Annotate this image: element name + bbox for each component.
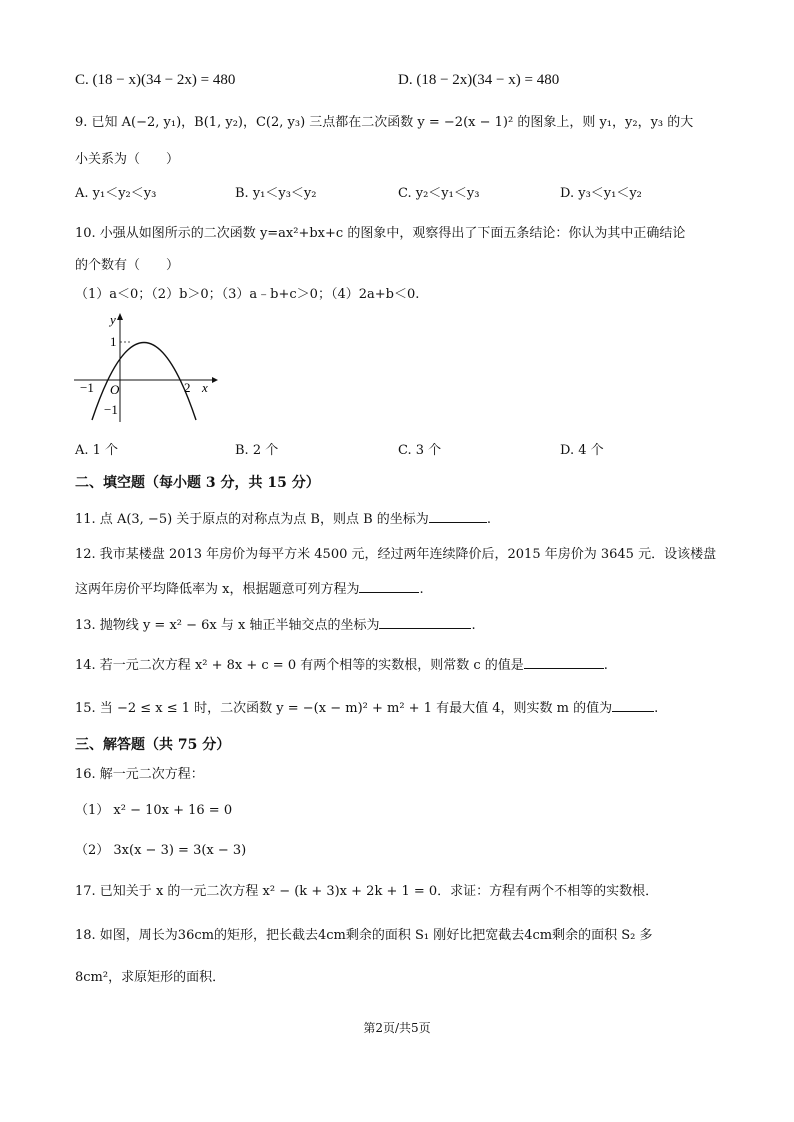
q9-stem-line1: 9. 已知 A(−2, y₁)，B(1, y₂)，C(2, y₃) 三点都在二次函数 y = −2(x − 1)² 的图象上，则 y₁，y₂，y₃ 的大 (75, 115, 694, 130)
q15-period: . (654, 701, 659, 716)
parabola-graph (72, 310, 222, 425)
q10-option-b: B. 2 个 (235, 443, 279, 458)
q16-part2: （2） 3x(x − 3) = 3(x − 3) (75, 843, 247, 858)
q14-answer-blank[interactable] (524, 654, 604, 669)
q18-line2: 8cm²，求原矩形的面积． (75, 970, 226, 985)
q8-option-d: D. (18 − 2x)(34 − x) = 480 (398, 72, 560, 88)
q10-option-d: D. 4 个 (560, 443, 604, 458)
q11 (75, 508, 491, 530)
q12-stem-line1: 12. 我市某楼盘 2013 年房价为每平方米 4500 元，经过两年连续降价后，2015 年房价为 3645 元．设该楼盘 (75, 547, 717, 562)
q9-option-d: D. y₃＜y₁＜y₂ (560, 186, 642, 201)
q10-stem-line2: 的个数有（ ） (75, 258, 180, 273)
q16-title: 16. 解一元二次方程： (75, 767, 204, 782)
q15 (75, 697, 658, 719)
q9-stem-line2: 小关系为（ ） (75, 152, 180, 167)
q9-option-c: C. y₂＜y₁＜y₃ (398, 186, 480, 201)
x-axis-label: x (202, 380, 208, 395)
q10-conclusions: （1）a＜0；（2）b＞0；（3）a﹣b+c＞0；（4）2a+b＜0. (75, 287, 420, 302)
y-axis-label: y (110, 312, 116, 327)
q10-option-c: C. 3 个 (398, 443, 442, 458)
q14-period: . (603, 658, 608, 673)
q8-option-c: C. (18 − x)(34 − 2x) = 480 (75, 72, 236, 88)
q13 (75, 614, 476, 636)
q14 (75, 654, 608, 676)
q12-answer-blank[interactable] (359, 578, 419, 593)
y-tick-positive-label: 1 (110, 334, 117, 349)
q12-text: 这两年房价平均降低率为 x，根据题意可列方程为 (75, 582, 360, 597)
q11-text: 11. 点 A(3, −5) 关于原点的对称点为点 B，则点 B 的坐标为 (75, 512, 429, 527)
page-footer: 第2页/共5页 (363, 1021, 431, 1035)
section-fill-in-title: 二、填空题（每小题 3 分，共 15 分） (75, 475, 320, 491)
q15-answer-blank[interactable] (612, 697, 654, 712)
q9-option-a: A. y₁＜y₂＜y₃ (75, 186, 157, 201)
origin-label: O (110, 382, 120, 397)
q10-stem-line1: 10. 小强从如图所示的二次函数 y=ax²+bx+c 的图象中，观察得出了下面五条结论：你认为其中正确结论 (75, 226, 686, 241)
q13-text: 13. 抛物线 y = x² − 6x 与 x 轴正半轴交点的坐标为 (75, 618, 380, 633)
q17: 17. 已知关于 x 的一元二次方程 x² − (k + 3)x + 2k + 1 = 0．求证：方程有两个不相等的实数根． (75, 884, 659, 899)
x-tick-negative-label: −1 (80, 380, 94, 395)
q11-period: . (486, 512, 491, 527)
y-tick-negative-label: −1 (104, 402, 118, 417)
q12-line2 (75, 578, 424, 600)
q16-part1: （1） x² − 10x + 16 = 0 (75, 803, 233, 818)
q11-answer-blank[interactable] (429, 508, 487, 523)
q15-text: 15. 当 −2 ≤ x ≤ 1 时，二次函数 y = −(x − m)² + m² + 1 有最大值 4，则实数 m 的值为 (75, 701, 613, 716)
q10-option-a: A. 1 个 (75, 443, 119, 458)
q13-answer-blank[interactable] (379, 614, 471, 629)
q9-option-b: B. y₁＜y₃＜y₂ (235, 186, 317, 201)
section-solve-title: 三、解答题（共 75 分） (75, 737, 231, 753)
x-tick-positive-label: 2 (184, 380, 191, 395)
q13-period: . (471, 618, 476, 633)
q18-line1: 18. 如图，周长为36cm的矩形，把长截去4cm剩余的面积 S₁ 刚好比把宽截去4cm剩余的面积 S₂ 多 (75, 928, 653, 943)
y-axis-arrow (117, 313, 123, 320)
q14-text: 14. 若一元二次方程 x² + 8x + c = 0 有两个相等的实数根，则常数 c 的值是 (75, 658, 524, 673)
q12-period: . (419, 582, 424, 597)
x-axis-arrow (212, 377, 218, 383)
